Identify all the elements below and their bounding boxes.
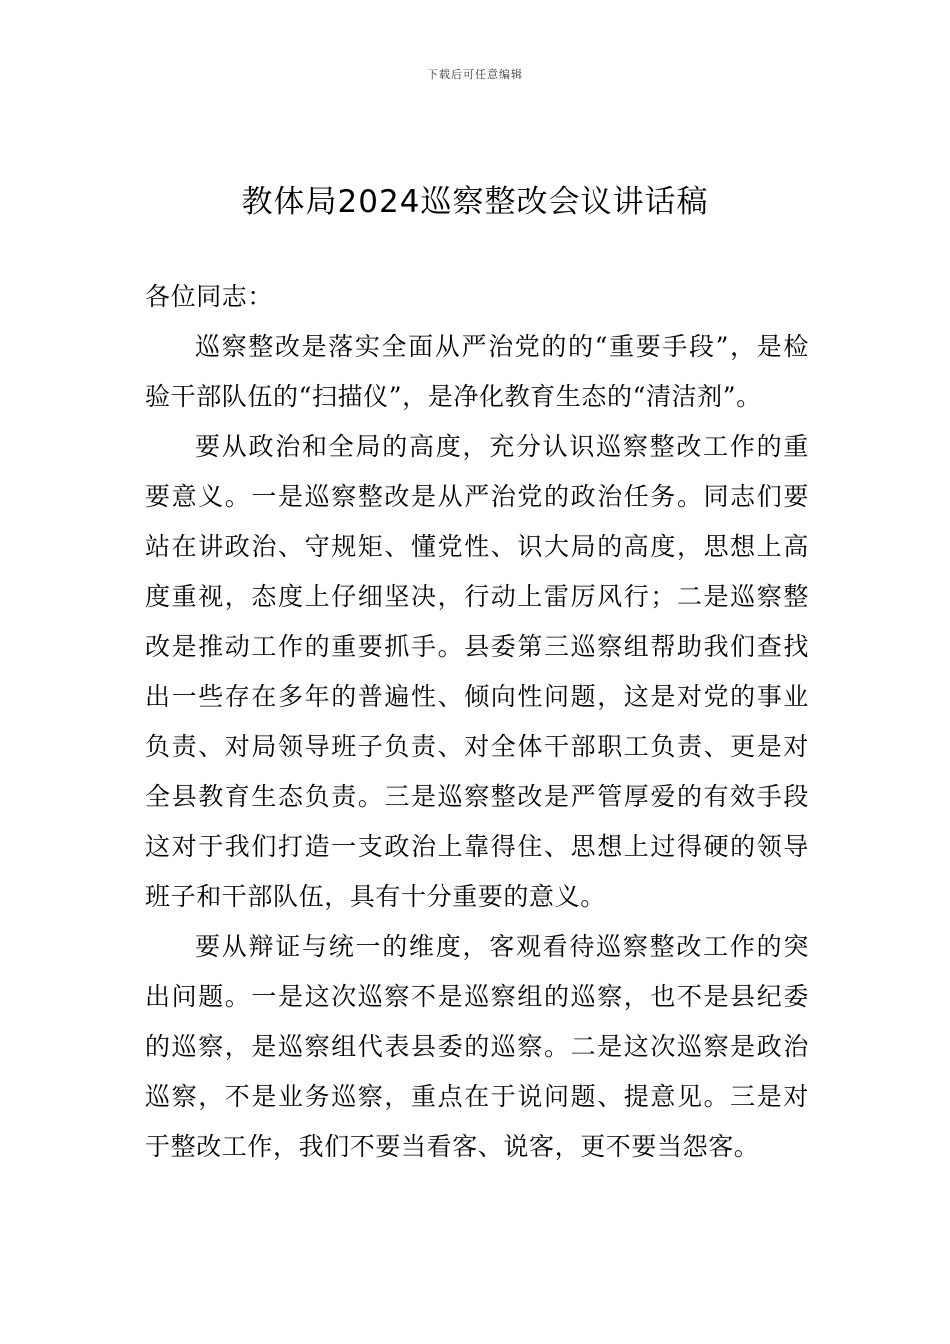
document-title: 教体局2024巡察整改会议讲话稿 [241, 184, 709, 220]
header-note: 下载后可任意编辑 [427, 68, 523, 81]
paragraph-1: 巡察整改是落实全面从严治党的的“重要手段”，是检验干部队伍的“扫描仪”，是净化教育生态的“清洁剂”。 [145, 332, 809, 411]
paragraph-3: 要从辩证与统一的维度，客观看待巡察整改工作的突出问题。一是这次巡察不是巡察组的巡察，也不是县纪委的巡察，是巡察组代表县委的巡察。二是这次巡察是政治巡察，不是业务巡察，重点在于说问题、提意见。三是对于整改工作，我们不要当看客、说客，更不要当怨客。 [145, 932, 809, 1161]
paragraph-2: 要从政治和全局的高度，充分认识巡察整改工作的重要意义。一是巡察整改是从严治党的政治任务。同志们要站在讲政治、守规矩、懂党性、识大局的高度，思想上高度重视，态度上仔细坚决，行动上雷厉风行；二是巡察整改是推动工作的重要抓手。县委第三巡察组帮助我们查找出一些存在多年的普遍性、倾向性问题，这是对党的事业负责、对局领导班子负责、对全体干部职工负责、更是对全县教育生态负责。三是巡察整改是严管厚爱的有效手段这对于我们打造一支政治上靠得住、思想上过得硬的领导班子和干部队伍，具有十分重要的意义。 [145, 432, 809, 911]
document-body [145, 272, 809, 1172]
salutation: 各位同志： [145, 282, 274, 311]
